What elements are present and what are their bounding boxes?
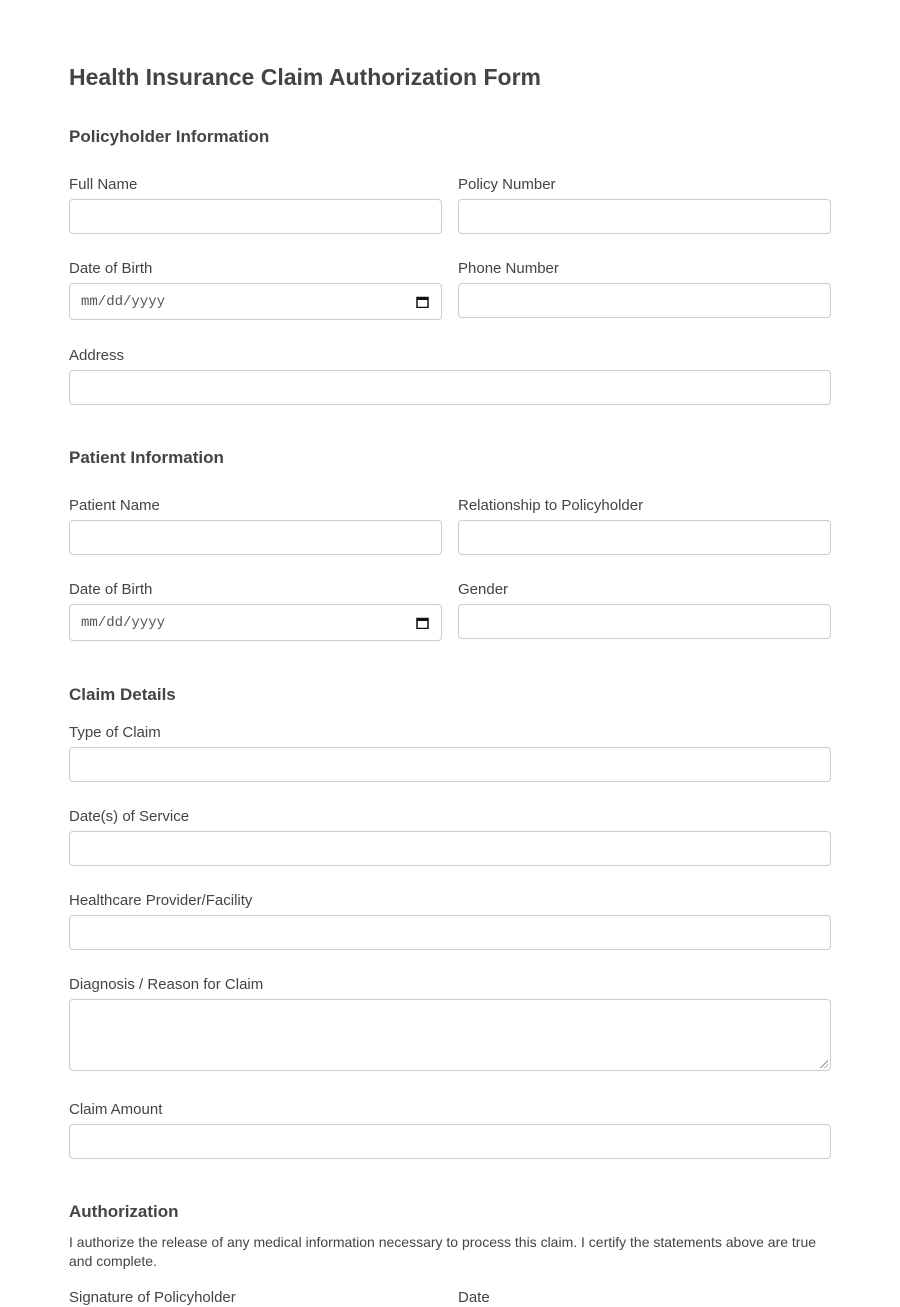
patient-dob-input[interactable] — [69, 604, 442, 641]
policy-number-input[interactable] — [458, 199, 831, 234]
gender-label: Gender — [458, 581, 509, 598]
section-heading-authorization: Authorization — [69, 1202, 179, 1221]
phone-number-label: Phone Number — [458, 260, 559, 277]
relationship-label: Relationship to Policyholder — [458, 497, 644, 514]
signature-label: Signature of Policyholder — [69, 1289, 236, 1306]
provider-input[interactable] — [69, 915, 831, 950]
calendar-icon[interactable] — [416, 617, 429, 629]
page-title: Health Insurance Claim Authorization Form — [69, 64, 541, 90]
dob-placeholder: mm/dd/yyyy — [81, 614, 166, 631]
gender-input[interactable] — [458, 604, 831, 639]
claim-amount-input[interactable] — [69, 1124, 831, 1159]
relationship-input[interactable] — [458, 520, 831, 555]
patient-dob-label: Date of Birth — [69, 581, 153, 598]
calendar-icon[interactable] — [416, 296, 429, 308]
service-dates-label: Date(s) of Service — [69, 808, 190, 825]
diagnosis-textarea[interactable] — [69, 999, 831, 1071]
signature-date-label: Date — [458, 1289, 490, 1306]
address-label: Address — [69, 347, 125, 364]
claim-amount-label: Claim Amount — [69, 1101, 163, 1118]
policyholder-dob-label: Date of Birth — [69, 260, 153, 277]
full-name-input[interactable] — [69, 199, 442, 234]
dob-placeholder: mm/dd/yyyy — [81, 293, 166, 310]
phone-number-input[interactable] — [458, 283, 831, 318]
section-heading-patient: Patient Information — [69, 448, 224, 467]
authorization-statement: I authorize the release of any medical information necessary to process this claim. I certify the statements above are true and complete. — [69, 1234, 817, 1269]
claim-type-label: Type of Claim — [69, 724, 161, 741]
service-dates-input[interactable] — [69, 831, 831, 866]
resize-handle-icon[interactable] — [820, 1060, 828, 1068]
section-heading-claim: Claim Details — [69, 685, 176, 704]
policyholder-dob-input[interactable] — [69, 283, 442, 320]
patient-name-input[interactable] — [69, 520, 442, 555]
diagnosis-label: Diagnosis / Reason for Claim — [69, 976, 264, 993]
policy-number-label: Policy Number — [458, 176, 556, 193]
provider-label: Healthcare Provider/Facility — [69, 892, 253, 909]
section-heading-policyholder: Policyholder Information — [69, 127, 270, 146]
patient-name-label: Patient Name — [69, 497, 160, 514]
full-name-label: Full Name — [69, 176, 138, 193]
address-input[interactable] — [69, 370, 831, 405]
claim-type-input[interactable] — [69, 747, 831, 782]
